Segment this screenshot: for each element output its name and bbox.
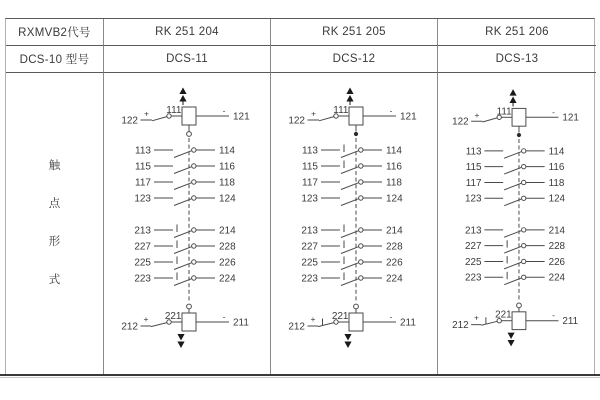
svg-text:124: 124	[386, 193, 403, 205]
svg-text:+: +	[310, 314, 316, 324]
svg-text:213: 213	[134, 225, 151, 237]
svg-text:121: 121	[400, 111, 417, 123]
svg-text:121: 121	[562, 112, 579, 124]
svg-text:115: 115	[465, 162, 482, 174]
svg-text:121: 121	[233, 111, 250, 123]
contact-diagram-dcs-11	[104, 73, 271, 375]
svg-text:224: 224	[548, 272, 566, 284]
relay-circuit-DCS-11	[107, 85, 267, 353]
svg-text:221: 221	[495, 309, 512, 321]
svg-text:115: 115	[302, 161, 318, 173]
svg-text:226: 226	[548, 256, 566, 268]
svg-text:111: 111	[166, 105, 182, 116]
svg-text:+: +	[474, 109, 480, 120]
header-rk-251-206-text: RK 251 206	[485, 26, 549, 38]
svg-text:122: 122	[288, 115, 305, 127]
svg-text:211: 211	[233, 317, 249, 329]
contact-form-char-1: 触	[48, 160, 61, 172]
row-label-rxmvb2	[6, 19, 104, 46]
svg-text:-: -	[222, 105, 226, 116]
contact-form-char-4: 式	[48, 274, 61, 286]
svg-text:211: 211	[562, 316, 579, 328]
svg-text:213: 213	[464, 225, 482, 237]
header-dcs-12	[271, 46, 438, 73]
row-label-dcs10-text: DCS-10 型号	[19, 54, 90, 66]
svg-text:221: 221	[164, 311, 182, 322]
svg-text:113: 113	[465, 146, 482, 158]
svg-text:221: 221	[331, 311, 349, 322]
row-label-dcs10	[6, 46, 104, 73]
svg-text:118: 118	[386, 177, 402, 189]
header-dcs-11	[104, 46, 271, 73]
table-bottom-rule	[0, 374, 600, 376]
header-rk-251-204-text: RK 251 204	[155, 26, 219, 38]
contact-form-char-2: 点	[48, 198, 61, 210]
svg-text:227: 227	[464, 241, 482, 253]
header-dcs-12-text: DCS-12	[332, 53, 376, 65]
svg-text:+: +	[143, 314, 149, 324]
svg-text:-: -	[552, 310, 555, 321]
contact-diagram-dcs-13	[438, 73, 596, 375]
svg-text:123: 123	[464, 193, 482, 205]
svg-text:225: 225	[134, 257, 151, 269]
down-arrows-icon	[177, 334, 184, 348]
svg-text:117: 117	[465, 177, 482, 189]
svg-text:224: 224	[219, 273, 236, 285]
contact-form-label	[6, 73, 104, 375]
svg-text:115: 115	[135, 161, 151, 173]
down-arrows-icon	[508, 333, 515, 347]
svg-text:124: 124	[219, 193, 236, 205]
svg-text:214: 214	[219, 225, 236, 237]
svg-text:-: -	[552, 106, 555, 117]
svg-text:116: 116	[219, 161, 235, 173]
svg-text:116: 116	[548, 162, 565, 174]
svg-text:111: 111	[333, 105, 349, 116]
svg-text:113: 113	[302, 145, 318, 157]
down-arrows-icon	[344, 334, 351, 348]
header-dcs-13-text: DCS-13	[495, 53, 539, 65]
svg-text:-: -	[389, 311, 393, 322]
svg-text:223: 223	[134, 273, 151, 285]
header-dcs-11-text: DCS-11	[166, 53, 208, 65]
svg-text:124: 124	[548, 193, 566, 205]
header-rk-251-205-text: RK 251 205	[322, 26, 386, 38]
contact-form-char-3: 形	[48, 236, 61, 248]
header-rk-251-205	[271, 19, 438, 46]
svg-text:111: 111	[496, 106, 512, 118]
svg-text:228: 228	[548, 241, 566, 253]
contact-diagram-dcs-12	[271, 73, 438, 375]
svg-text:+: +	[474, 312, 479, 323]
svg-text:122: 122	[452, 116, 469, 128]
header-dcs-13	[438, 46, 596, 73]
svg-text:225: 225	[464, 256, 482, 268]
svg-text:227: 227	[301, 241, 318, 253]
svg-text:+: +	[144, 108, 149, 119]
svg-text:228: 228	[219, 241, 236, 253]
svg-text:114: 114	[386, 145, 402, 157]
svg-text:226: 226	[386, 257, 403, 269]
svg-text:212: 212	[452, 320, 469, 332]
svg-text:223: 223	[464, 272, 482, 284]
svg-text:123: 123	[134, 193, 151, 205]
svg-text:118: 118	[548, 177, 565, 189]
svg-text:212: 212	[288, 321, 305, 333]
svg-text:228: 228	[386, 241, 403, 253]
svg-text:225: 225	[301, 257, 318, 269]
svg-text:118: 118	[219, 177, 235, 189]
relay-circuit-DCS-13	[438, 85, 596, 353]
svg-text:-: -	[389, 105, 393, 116]
table-bottom-rule-shadow	[0, 377, 600, 378]
svg-text:212: 212	[121, 321, 138, 333]
specification-table	[5, 18, 595, 374]
svg-text:117: 117	[135, 177, 151, 189]
svg-text:-: -	[222, 311, 226, 322]
svg-text:116: 116	[386, 161, 402, 173]
svg-text:227: 227	[134, 241, 151, 253]
row-label-rxmvb2-text: RXMVB2代号	[18, 27, 91, 39]
header-rk-251-206	[438, 19, 596, 46]
svg-text:226: 226	[219, 257, 236, 269]
svg-text:114: 114	[219, 145, 235, 157]
svg-text:117: 117	[302, 177, 318, 189]
svg-text:122: 122	[121, 115, 138, 127]
svg-text:123: 123	[301, 193, 318, 205]
link-node-circle	[187, 132, 192, 137]
svg-text:214: 214	[548, 225, 566, 237]
up-arrows-icon	[509, 89, 516, 106]
svg-text:+: +	[311, 108, 316, 119]
svg-text:114: 114	[548, 146, 565, 158]
svg-text:211: 211	[400, 317, 416, 329]
svg-text:213: 213	[301, 225, 318, 237]
svg-text:224: 224	[386, 273, 403, 285]
link-node-dot	[354, 132, 358, 136]
relay-circuit-DCS-12	[274, 85, 434, 353]
svg-text:113: 113	[135, 145, 151, 157]
up-arrows-icon	[179, 88, 186, 106]
header-rk-251-204	[104, 19, 271, 46]
svg-text:223: 223	[301, 273, 318, 285]
up-arrows-icon	[346, 88, 353, 106]
svg-text:214: 214	[386, 225, 403, 237]
link-node-dot	[517, 133, 521, 137]
